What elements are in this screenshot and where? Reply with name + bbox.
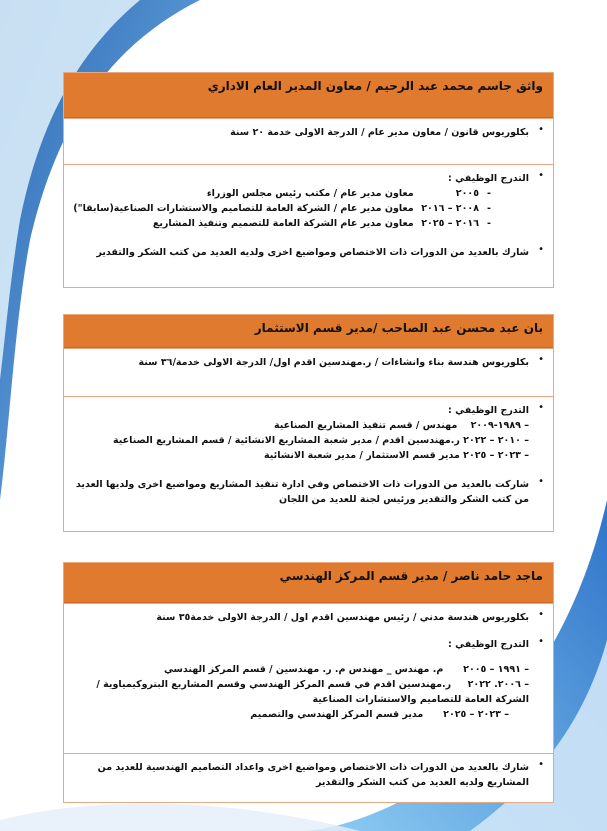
career-item: – ٢٠٠٦. ٢٠٢٢ ر.مهندسين اقدم في قسم المركز الهندسي وقسم المشاريع البتروكيمياوية / الشركة العامة للتصاميم والاستشارات الصناعية [96,679,529,705]
employee-header: ماجد حامد ناصر / مدير قسم المركز الهندسي [64,563,553,603]
career-item: -٢٠٠٥ معاون مدير عام / مكتب رئيس مجلس الوزراء [206,188,491,199]
career-list [72,662,529,722]
bullet-icon: • [538,609,544,620]
employee-header: بان عبد محسن عبد الصاحب /مدير قسم الاستثمار [64,315,553,348]
training-section [64,753,553,804]
career-item: – ١٩٩١ – ٢٠٠٥ م. مهندس _ مهندس م. ر. مهندسين / قسم المركز الهندسي [163,664,529,675]
bullet-icon: • [538,244,544,255]
career-title: التدرج الوظيفي : [448,405,529,416]
training-note: شاركت بالعديد من الدورات ذات الاختصاص وفي ادارة تنفيذ المشاريع ومواضيع اخرى ولديها العديد من كتب الشكر والتقدير ورئيس لجنة للعديد من اللجان [75,479,529,505]
career-title: التدرج الوظيفي : [448,639,529,650]
career-item: – ٢٠٢٣ – ٢٠٢٥ مدير قسم الاستثمار / مدير شعبة الانشائية [263,450,529,461]
bullet-icon: • [538,476,544,487]
qualification-section [64,118,553,164]
career-title: التدرج الوظيفي : [448,173,529,184]
employee-card-1 [63,72,554,288]
career-section [64,164,553,287]
bullet-icon: • [538,759,544,770]
career-item: -٢٠١٦ – ٢٠٢٥ معاون مدير عام الشركة العامة للتصميم وتنفيذ المشاريع [152,218,491,229]
employee-card-3 [63,562,554,803]
qualification-text: بكلوريوس هندسة بناء وانشاءات / ر.مهندسين اقدم اول/ الدرجة الاولى خدمة/٣٦ سنة [138,357,529,368]
career-item: – ١٩٨٩-٢٠٠٩ مهندس / قسم تنفيذ المشاريع الصناعية [274,420,529,431]
career-list [72,418,529,463]
employee-header: واثق جاسم محمد عبد الرحيم / معاون المدير العام الاداري [64,73,553,118]
employee-card-2 [63,314,554,532]
qualification-text: بكلوريوس قانون / معاون مدير عام / الدرجة الاولى خدمة ٢٠ سنة [230,127,529,138]
qualification-section [64,348,553,396]
bullet-icon: • [538,170,544,181]
bullet-icon: • [538,124,544,135]
bullet-icon: • [538,402,544,413]
qualification-section [64,603,553,753]
qualification-text: بكلوريوس هندسة مدني / رئيس مهندسين اقدم اول / الدرجة الاولى خدمة٣٥ سنة [156,612,529,623]
training-note: شارك بالعديد من الدورات ذات الاختصاص ومواضيع اخرى ولديه العديد من كتب الشكر والتقدير [96,247,529,258]
career-section [64,396,553,531]
training-note: شارك بالعديد من الدورات ذات الاختصاص ومواضيع اخرى واعداد التصاميم الهندسية للعديد من المشاريع ولديه العديد من كتب الشكر والتقدير [97,762,529,788]
bullet-icon: • [538,636,544,647]
career-list [72,186,529,231]
bullet-icon: • [538,354,544,365]
career-item: – ٢٠٢٣ – ٢٠٢٥ مدير قسم المركز الهندسي والتصميم [250,709,509,720]
career-item: – ٢٠١٠ – ٢٠٢٢ ر.مهندسين اقدم / مدير شعبة المشاريع الانشائية / قسم المشاريع الصناعية [113,435,529,446]
career-item: -٢٠٠٨ – ٢٠١٦ معاون مدير عام / الشركة العامة للتصاميم والاستشارات الصناعية(سابقا") [73,203,491,214]
